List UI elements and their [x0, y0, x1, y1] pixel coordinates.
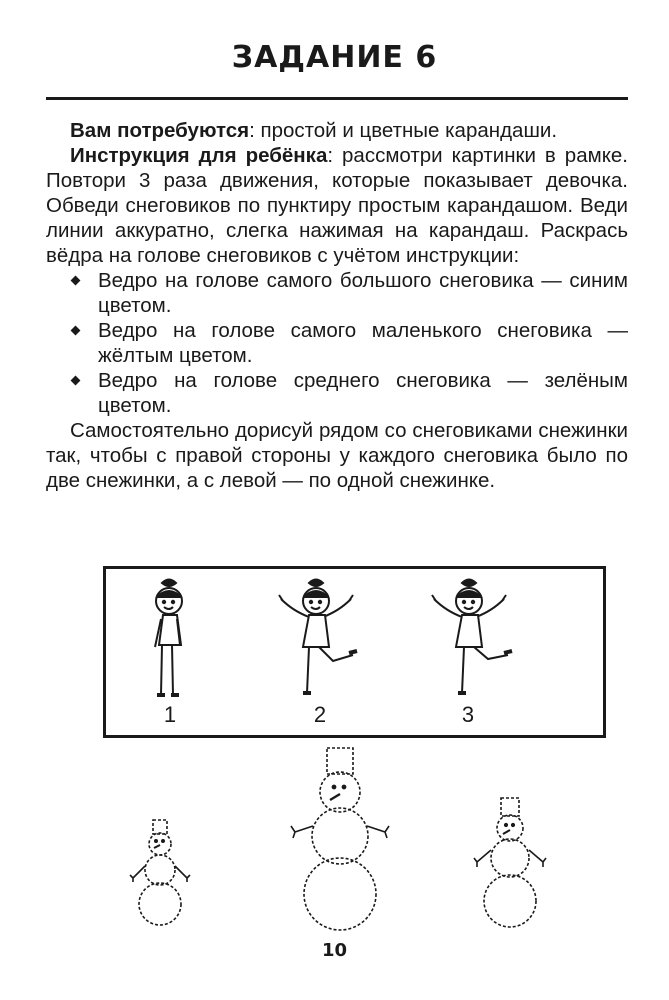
task-text [46, 118, 628, 493]
illustration-frame [103, 566, 606, 738]
figure-number-2: 2 [313, 702, 327, 727]
materials-text: : простой и цветные карандаши. [249, 119, 558, 142]
materials-paragraph [46, 118, 628, 143]
list-item: Ведро на голове среднего снеговика — зелёным цветом. [68, 368, 628, 418]
instruction-paragraph [46, 143, 628, 268]
figure-number-1: 1 [163, 702, 177, 727]
medium-snowman-illustration [470, 794, 550, 934]
girl-arms-up-leg-raised-illustration [424, 577, 514, 703]
large-snowman-illustration [285, 744, 395, 934]
small-snowman-illustration [125, 816, 195, 928]
instruction-text: : рассмотри картинки в рамке. Повтори 3 раза движения, которые показывает девочка. Обведи снеговиков по пунктиру простым карандашом. Веди линии аккуратно, слегка нажимая на карандаш. Раскрась вёдра на голове снеговиков с учётом инструкции: [46, 144, 628, 267]
title-divider [46, 97, 628, 100]
list-item: Ведро на голове самого большого снеговика — синим цветом. [68, 268, 628, 318]
list-item: Ведро на голове самого маленького снеговика — жёлтым цветом. [68, 318, 628, 368]
instruction-list [46, 268, 628, 418]
page-number: 10 [321, 940, 348, 961]
materials-label: Вам потребуются [70, 119, 250, 142]
page-title: ЗАДАНИЕ 6 [231, 40, 438, 75]
girl-standing-illustration [144, 577, 194, 703]
instruction-label: Инструкция для ребёнка [70, 144, 328, 167]
girl-arms-up-illustration [271, 577, 361, 703]
figure-number-3: 3 [461, 702, 475, 727]
final-paragraph: Самостоятельно дорисуй рядом со снеговиками снежинки так, чтобы с правой стороны у каждого снеговика было по две снежинки, а с левой — по одной снежинке. [46, 419, 628, 492]
